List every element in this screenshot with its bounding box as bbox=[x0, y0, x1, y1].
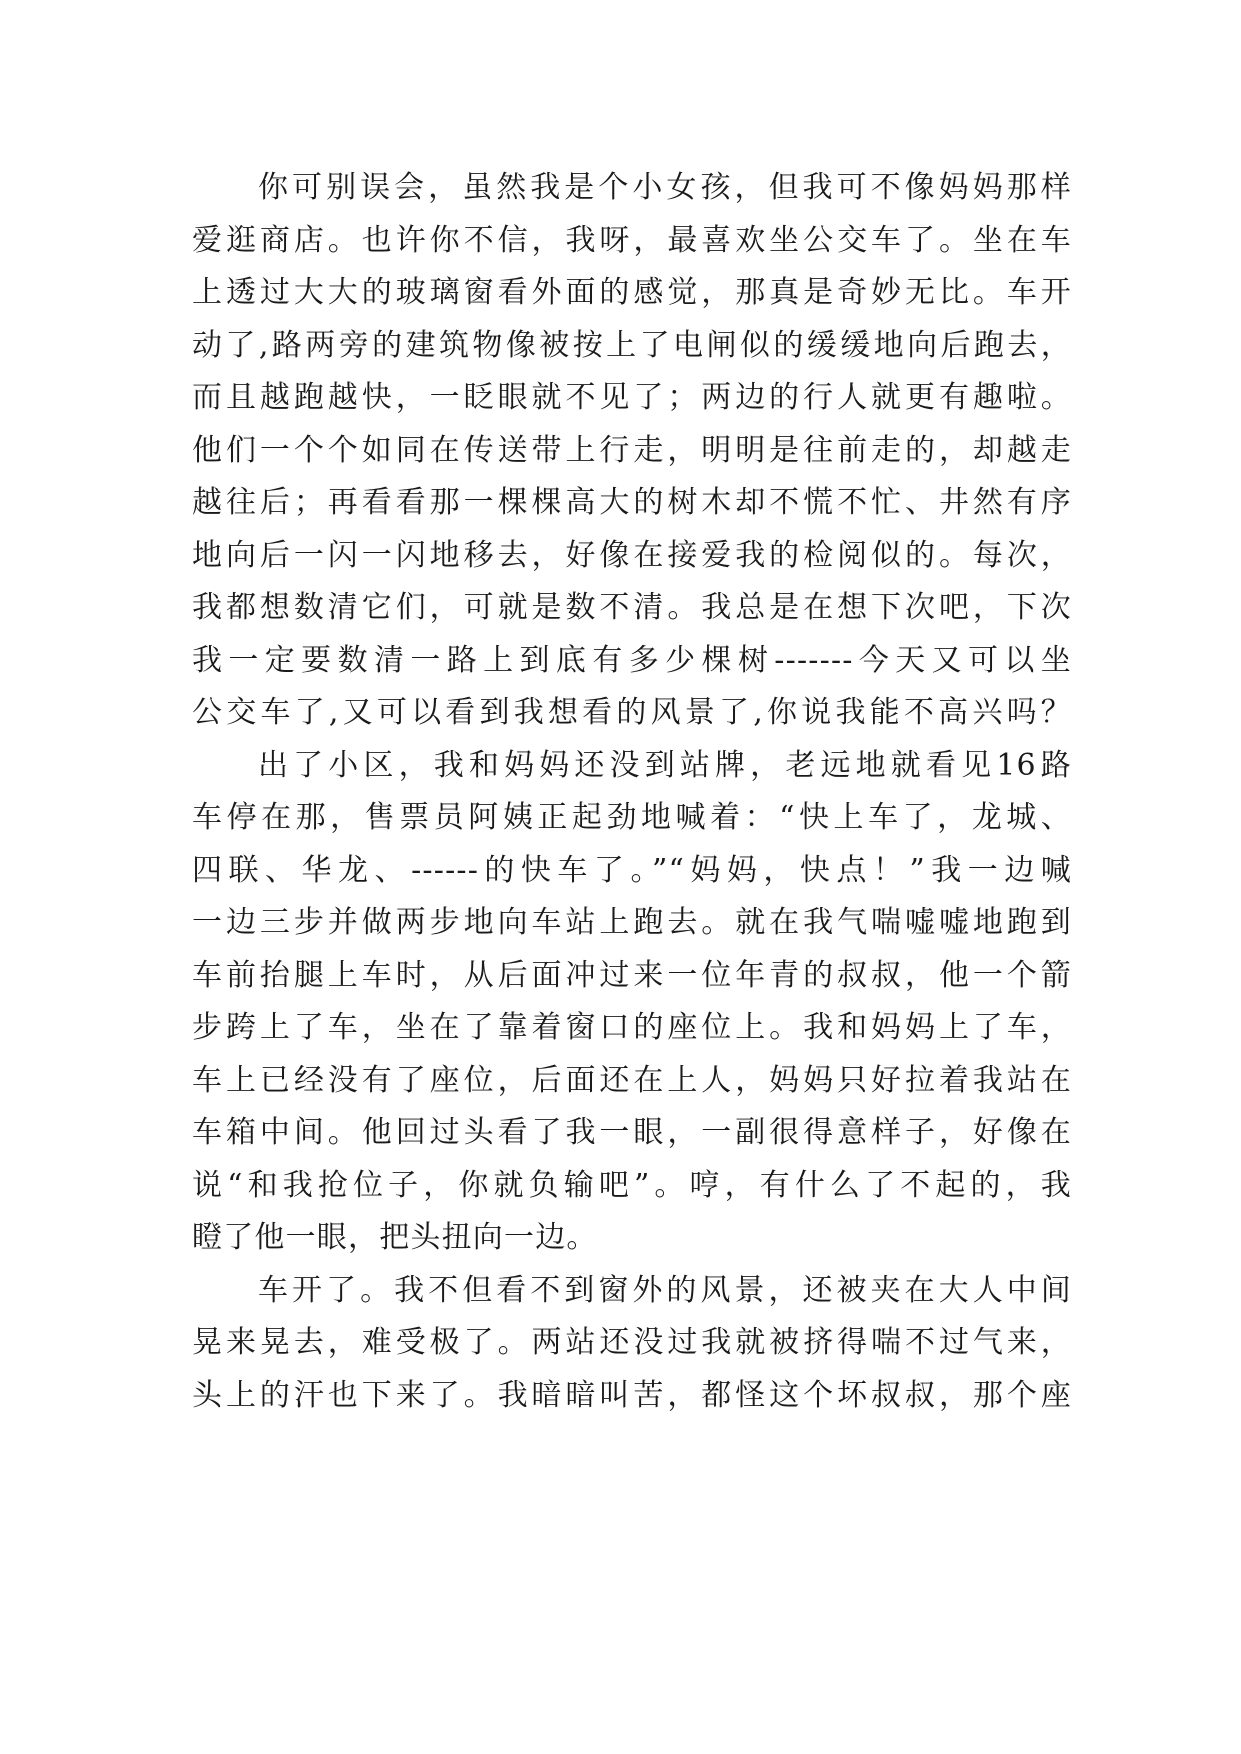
paragraph-1-line-4: 动了,路两旁的建筑物像被按上了电闸似的缓缓地向后跑去， bbox=[192, 327, 1072, 363]
paragraph-1-line-1: 你可别误会，虽然我是个小女孩，但我可不像妈妈那样 bbox=[258, 170, 1072, 205]
paragraph-1-line-6: 他们一个个如同在传送带上行走，明明是往前走的，却越走 bbox=[192, 432, 1072, 468]
paragraph-1-line-9: 我都想数清它们，可就是数不清。我总是在想下次吧，下次 bbox=[192, 590, 1072, 625]
paragraph-2-line-2: 车停在那，售票员阿姨正起劲地喊着：“快上车了，龙城、 bbox=[192, 800, 1072, 835]
paragraph-1-line-11: 公交车了,又可以看到我想看的风景了,你说我能不高兴吗？ bbox=[192, 695, 1072, 730]
paragraph-2-line-4: 一边三步并做两步地向车站上跑去。就在我气喘嘘嘘地跑到 bbox=[192, 905, 1072, 940]
paragraph-1-line-10: 我一定要数清一路上到底有多少棵树-------今天又可以坐 bbox=[192, 642, 1072, 678]
paragraph-2-line-1: 出了小区，我和妈妈还没到站牌，老远地就看见16路 bbox=[258, 747, 1072, 783]
paragraph-2-line-9: 说“和我抢位子，你就负输吧”。哼，有什么了不起的，我 bbox=[192, 1167, 1072, 1203]
paragraph-3-line-1: 车开了。我不但看不到窗外的风景，还被夹在大人中间 bbox=[258, 1272, 1072, 1308]
paragraph-2-line-5: 车前抬腿上车时，从后面冲过来一位年青的叔叔，他一个箭 bbox=[192, 957, 1072, 993]
paragraph-1-line-7: 越往后；再看看那一棵棵高大的树木却不慌不忙、井然有序 bbox=[192, 485, 1072, 520]
article-body bbox=[192, 162, 1072, 1422]
paragraph-1-line-3: 上透过大大的玻璃窗看外面的感觉，那真是奇妙无比。车开 bbox=[192, 275, 1072, 310]
paragraph-3-line-2: 晃来晃去，难受极了。两站还没过我就被挤得喘不过气来， bbox=[192, 1325, 1072, 1360]
paragraph-1-line-2: 爱逛商店。也许你不信，我呀，最喜欢坐公交车了。坐在车 bbox=[192, 222, 1072, 258]
paragraph-2-line-8: 车箱中间。他回过头看了我一眼，一副很得意样子，好像在 bbox=[192, 1115, 1072, 1150]
paragraph-1-line-8: 地向后一闪一闪地移去，好像在接爱我的检阅似的。每次， bbox=[192, 537, 1072, 573]
paragraph-2-line-7: 车上已经没有了座位，后面还在上人，妈妈只好拉着我站在 bbox=[192, 1062, 1072, 1098]
paragraph-2-line-6: 步跨上了车，坐在了靠着窗口的座位上。我和妈妈上了车， bbox=[192, 1010, 1072, 1045]
paragraph-2-line-10: 瞪了他一眼，把头扭向一边。 bbox=[192, 1220, 598, 1255]
paragraph-1-line-5: 而且越跑越快，一眨眼就不见了；两边的行人就更有趣啦。 bbox=[192, 380, 1072, 415]
paragraph-2-line-3: 四联、华龙、------的快车了。”“妈妈，快点！”我一边喊 bbox=[192, 852, 1072, 888]
paragraph-3-line-3: 头上的汗也下来了。我暗暗叫苦，都怪这个坏叔叔，那个座 bbox=[192, 1377, 1072, 1413]
